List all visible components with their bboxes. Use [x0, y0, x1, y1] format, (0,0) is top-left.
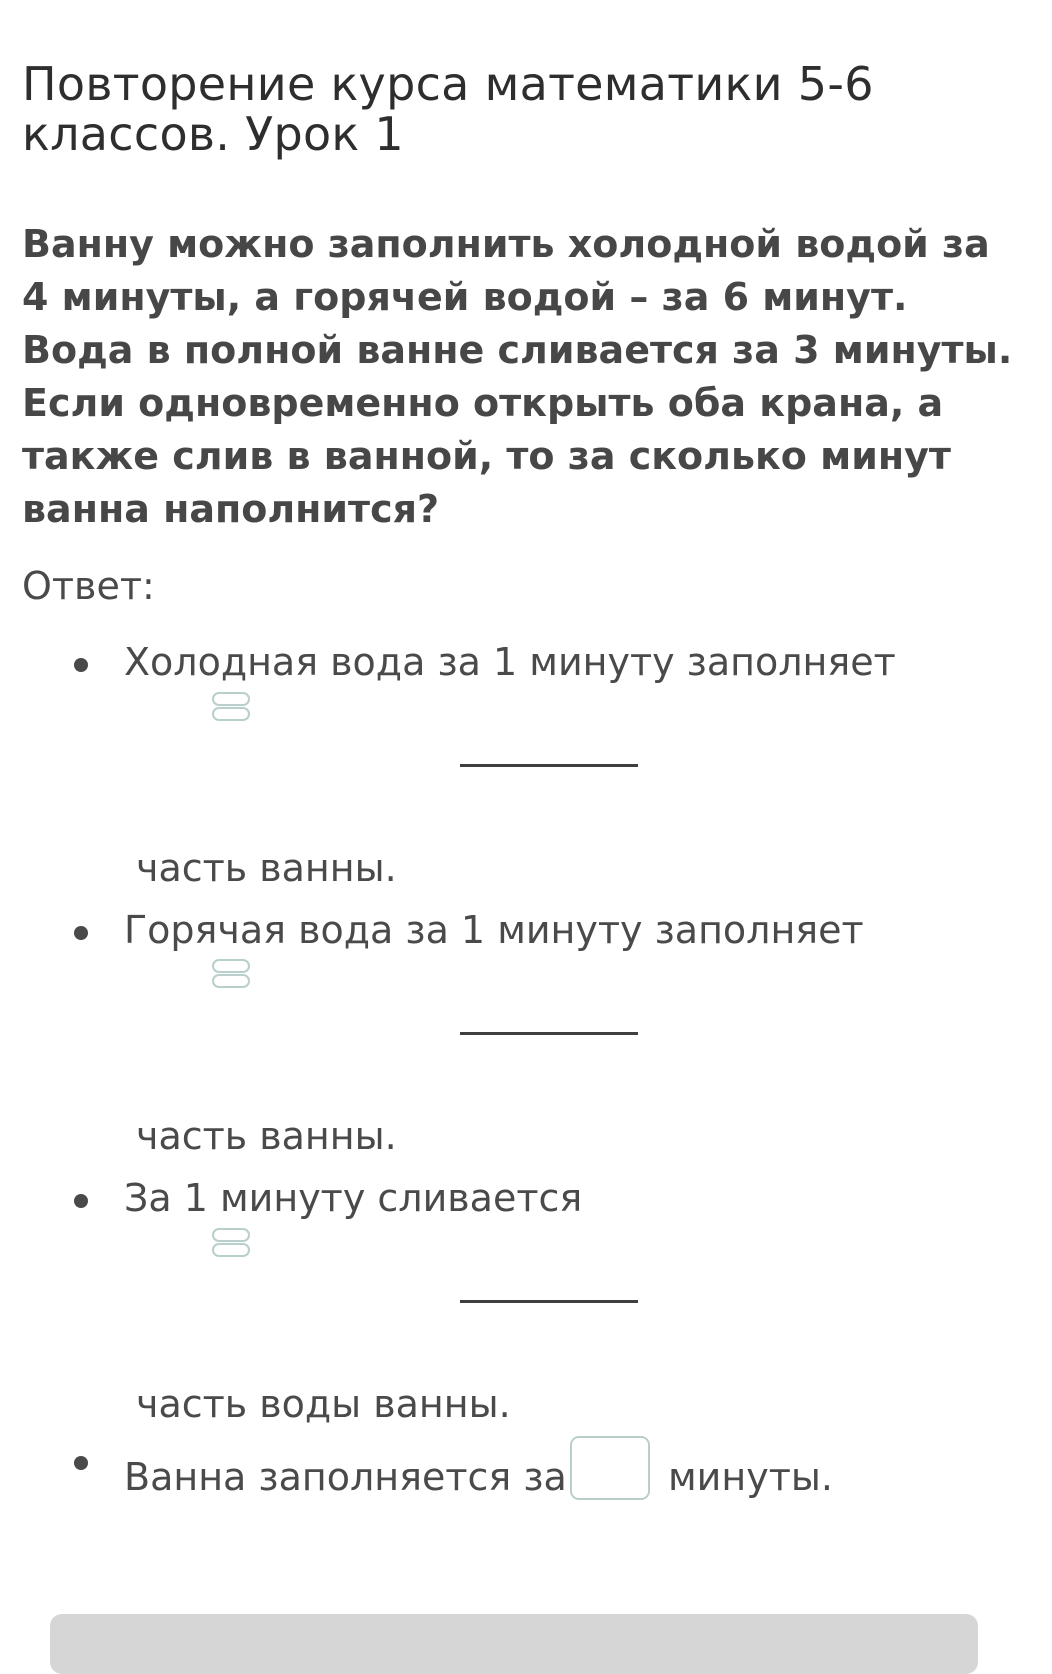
- fraction-icon[interactable]: [212, 959, 250, 989]
- answer-item-4-text: Ванна заполняется за: [124, 1455, 567, 1499]
- answer-item-1-tail: часть ванны.: [136, 846, 397, 890]
- fraction-icon[interactable]: [212, 1228, 250, 1258]
- answer-label: Ответ:: [22, 564, 155, 608]
- answer-item-1-text: Холодная вода за 1 минуту заполняет: [124, 640, 896, 684]
- minutes-input[interactable]: [570, 1436, 650, 1500]
- answer-item-4-tail: минуты.: [668, 1455, 833, 1499]
- question-text: Ванну можно заполнить холодной водой за 4 минуты, а горячей водой – за 6 минут. Вода в полной ванне сливается за 3 минуты. Если одновременно открыть оба крана, а также слив в ванной, то за сколько минут ванна наполнится?: [22, 222, 1013, 531]
- answer-item-2-tail: часть ванны.: [136, 1114, 397, 1158]
- fraction-input-2[interactable]: [460, 1032, 638, 1035]
- bullet-dot: [74, 658, 88, 672]
- page-title: Повторение курса математики 5-6 классов. Урок 1: [22, 56, 874, 161]
- submit-button[interactable]: [50, 1614, 978, 1674]
- fraction-input-3[interactable]: [460, 1300, 638, 1303]
- answer-item-2-text: Горячая вода за 1 минуту заполняет: [124, 908, 864, 952]
- answer-item-3-text: За 1 минуту сливается: [124, 1176, 583, 1220]
- answer-item-3-tail: часть воды ванны.: [136, 1382, 511, 1426]
- fraction-icon[interactable]: [212, 692, 250, 722]
- bullet-dot: [74, 926, 88, 940]
- bullet-dot: [74, 1194, 88, 1208]
- bullet-dot: [74, 1456, 88, 1470]
- fraction-input-1[interactable]: [460, 764, 638, 767]
